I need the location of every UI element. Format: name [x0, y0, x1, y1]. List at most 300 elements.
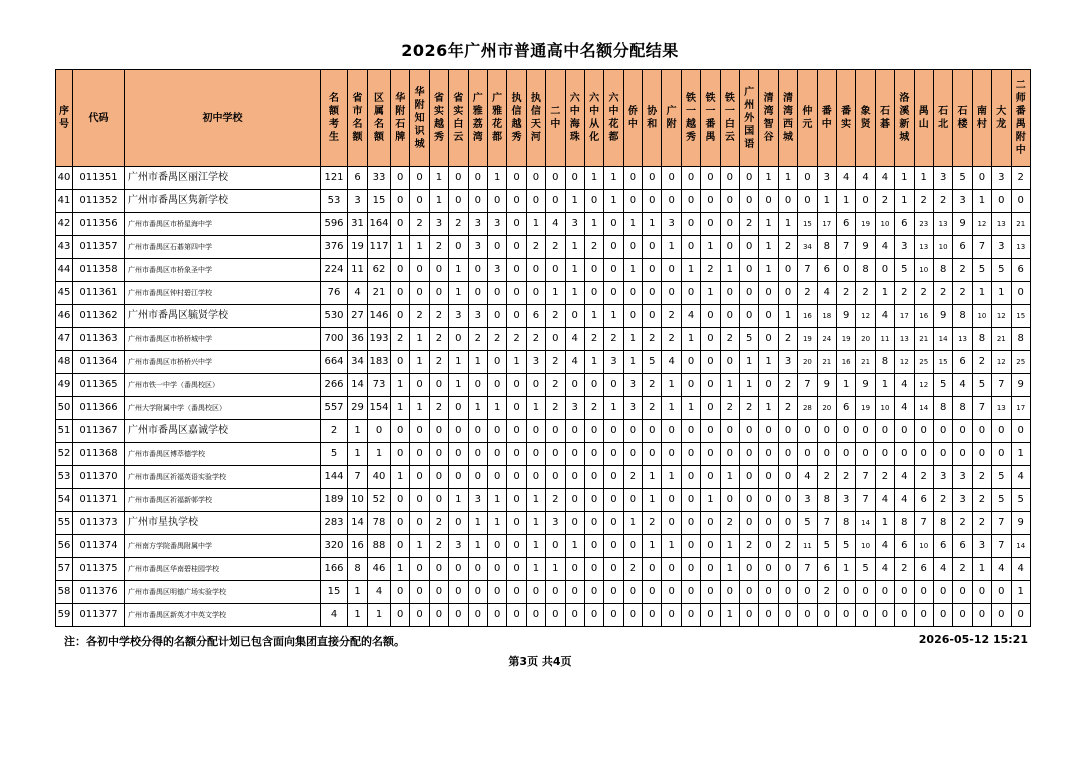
quota-cell: 2: [429, 397, 448, 420]
column-header: [604, 70, 623, 167]
quota-cell: 0: [429, 443, 448, 466]
quota-cell: 0: [584, 282, 603, 305]
quota-cell: 1: [759, 167, 778, 190]
quota-cell: 6: [526, 305, 545, 328]
quota-cell: 0: [449, 167, 468, 190]
column-header: [56, 70, 73, 167]
quota-cell: 1: [740, 374, 759, 397]
quota-cell: 8: [895, 512, 914, 535]
quota-cell: 2: [662, 305, 681, 328]
quota-cell: 0: [487, 558, 506, 581]
table-row: [56, 420, 1031, 443]
quota-cell: 0: [759, 282, 778, 305]
quota-cell: 0: [507, 305, 526, 328]
quota-cell: 7: [836, 236, 855, 259]
quota-cell: 193: [368, 328, 391, 351]
quota-cell: 5: [933, 374, 952, 397]
quota-cell: 0: [487, 581, 506, 604]
quota-cell: 0: [565, 558, 584, 581]
quota-cell: 21: [368, 282, 391, 305]
quota-cell: 2: [643, 512, 662, 535]
quota-cell: 1: [348, 420, 368, 443]
quota-cell: 0: [623, 305, 642, 328]
quota-cell: 0: [526, 443, 545, 466]
quota-cell: 0: [914, 604, 933, 627]
quota-cell: 0: [487, 443, 506, 466]
column-header-label: 广雅荔湾: [472, 93, 483, 143]
quota-cell: 1: [720, 466, 739, 489]
quota-cell: 5: [321, 443, 348, 466]
quota-cell: 0: [740, 167, 759, 190]
quota-cell: 21: [992, 328, 1011, 351]
quota-cell: 2: [604, 328, 623, 351]
quota-cell: 0: [449, 328, 468, 351]
quota-cell: 3: [817, 167, 836, 190]
quota-cell: 0: [584, 558, 603, 581]
column-header-label: 执信天河: [530, 93, 541, 143]
quota-cell: 0: [914, 420, 933, 443]
table-row: [56, 328, 1031, 351]
quota-cell: 6: [348, 167, 368, 190]
quota-cell: 1: [992, 282, 1011, 305]
quota-cell: 4: [875, 558, 894, 581]
quota-cell: 0: [468, 604, 487, 627]
quota-cell: 1: [584, 305, 603, 328]
quota-cell: 3: [487, 213, 506, 236]
quota-cell: 0: [623, 282, 642, 305]
quota-cell: 0: [604, 282, 623, 305]
quota-cell: 2: [875, 190, 894, 213]
column-header: [798, 70, 817, 167]
quota-cell: 1: [584, 351, 603, 374]
quota-cell: 1: [720, 259, 739, 282]
quota-cell: 0: [856, 604, 875, 627]
quota-cell: 0: [778, 420, 797, 443]
column-header-label: 名额考生: [329, 93, 339, 143]
table-row: [56, 535, 1031, 558]
row-number: 48: [56, 351, 73, 374]
school-name: 广州市番禺区隽新学校: [125, 190, 321, 213]
quota-cell: 15: [933, 351, 952, 374]
quota-cell: 283: [321, 512, 348, 535]
quota-cell: 0: [391, 443, 410, 466]
quota-cell: 0: [933, 443, 952, 466]
quota-cell: 3: [933, 167, 952, 190]
school-name: 广州市番禺区博萃德学校: [125, 443, 321, 466]
column-header: [565, 70, 584, 167]
quota-cell: 16: [798, 305, 817, 328]
quota-cell: 1: [410, 351, 429, 374]
row-number: 45: [56, 282, 73, 305]
quota-cell: 6: [817, 259, 836, 282]
quota-cell: 4: [992, 558, 1011, 581]
quota-cell: 0: [720, 167, 739, 190]
school-code: 011363: [73, 328, 125, 351]
quota-cell: 2: [740, 213, 759, 236]
quota-cell: 1: [836, 558, 855, 581]
quota-cell: 2: [972, 351, 991, 374]
quota-cell: 1: [623, 351, 642, 374]
quota-cell: 0: [856, 190, 875, 213]
quota-cell: 0: [507, 190, 526, 213]
row-number: 42: [56, 213, 73, 236]
quota-cell: 34: [348, 351, 368, 374]
row-number: 57: [56, 558, 73, 581]
quota-cell: 0: [507, 535, 526, 558]
column-header-label: 二中: [550, 106, 561, 130]
quota-cell: 0: [546, 420, 565, 443]
table-header-row: [56, 70, 1031, 167]
quota-cell: 0: [701, 167, 720, 190]
quota-cell: 0: [720, 282, 739, 305]
quota-cell: 0: [740, 259, 759, 282]
quota-cell: 1: [836, 374, 855, 397]
quota-cell: 0: [643, 581, 662, 604]
row-number: 58: [56, 581, 73, 604]
school-code: 011366: [73, 397, 125, 420]
quota-cell: 0: [623, 420, 642, 443]
quota-cell: 6: [914, 489, 933, 512]
school-name: 广州市番禺区明德广场实验学校: [125, 581, 321, 604]
school-name: 广州南方学院番禺附属中学: [125, 535, 321, 558]
quota-cell: 1: [348, 581, 368, 604]
quota-cell: 700: [321, 328, 348, 351]
page-number: 第3页 共4页: [508, 655, 572, 668]
quota-cell: 4: [836, 167, 855, 190]
quota-cell: 2: [526, 236, 545, 259]
quota-cell: 0: [391, 167, 410, 190]
quota-cell: 0: [798, 190, 817, 213]
quota-cell: 0: [701, 420, 720, 443]
quota-cell: 12: [895, 351, 914, 374]
quota-cell: 0: [972, 167, 991, 190]
quota-cell: 0: [662, 489, 681, 512]
table-row: [56, 351, 1031, 374]
quota-cell: 2: [778, 328, 797, 351]
quota-cell: 0: [643, 443, 662, 466]
column-header-label: 番实: [841, 106, 852, 130]
quota-cell: 0: [875, 420, 894, 443]
quota-cell: 0: [701, 604, 720, 627]
quota-cell: 8: [933, 259, 952, 282]
school-name: 广州市番禺区新英才中英文学校: [125, 604, 321, 627]
quota-cell: 7: [972, 236, 991, 259]
quota-cell: 0: [681, 581, 700, 604]
quota-cell: 2: [972, 489, 991, 512]
column-header: [125, 70, 321, 167]
quota-cell: 0: [546, 581, 565, 604]
quota-cell: 0: [701, 512, 720, 535]
quota-cell: 0: [662, 282, 681, 305]
quota-cell: 0: [507, 236, 526, 259]
quota-cell: 0: [604, 236, 623, 259]
quota-cell: 7: [348, 466, 368, 489]
quota-cell: 0: [759, 305, 778, 328]
quota-cell: 9: [836, 305, 855, 328]
quota-cell: 7: [992, 512, 1011, 535]
column-header: [662, 70, 681, 167]
quota-cell: 36: [348, 328, 368, 351]
quota-cell: 0: [546, 328, 565, 351]
row-number: 40: [56, 167, 73, 190]
quota-cell: 3: [798, 489, 817, 512]
quota-cell: 0: [972, 443, 991, 466]
quota-cell: 2: [623, 558, 642, 581]
quota-cell: 0: [740, 282, 759, 305]
quota-cell: 0: [875, 443, 894, 466]
school-code: 011364: [73, 351, 125, 374]
column-header: [623, 70, 642, 167]
quota-cell: 0: [643, 236, 662, 259]
column-header: [73, 70, 125, 167]
quota-cell: 16: [836, 351, 855, 374]
quota-cell: 2: [429, 512, 448, 535]
quota-cell: 1: [1011, 443, 1030, 466]
quota-cell: 20: [798, 351, 817, 374]
quota-cell: 13: [992, 397, 1011, 420]
quota-cell: 4: [368, 581, 391, 604]
column-header: [546, 70, 565, 167]
quota-cell: 0: [643, 558, 662, 581]
quota-cell: 1: [526, 512, 545, 535]
quota-cell: 0: [681, 351, 700, 374]
quota-cell: 0: [778, 512, 797, 535]
quota-cell: 4: [321, 604, 348, 627]
quota-cell: 46: [368, 558, 391, 581]
quota-cell: 4: [681, 305, 700, 328]
row-number: 51: [56, 420, 73, 443]
quota-cell: 1: [662, 374, 681, 397]
table-row: [56, 282, 1031, 305]
quota-cell: 2: [546, 305, 565, 328]
quota-cell: 2: [429, 351, 448, 374]
quota-cell: 0: [468, 466, 487, 489]
quota-cell: 4: [856, 167, 875, 190]
quota-cell: 2: [953, 512, 972, 535]
quota-cell: 1: [487, 397, 506, 420]
quota-cell: 0: [546, 167, 565, 190]
quota-cell: 2: [546, 374, 565, 397]
quota-cell: 0: [836, 443, 855, 466]
quota-cell: 1: [565, 535, 584, 558]
quota-cell: 0: [391, 535, 410, 558]
school-code: 011356: [73, 213, 125, 236]
quota-cell: 6: [933, 535, 952, 558]
quota-cell: 530: [321, 305, 348, 328]
school-code: 011361: [73, 282, 125, 305]
column-header-label: 初中学校: [202, 112, 243, 124]
quota-cell: 0: [526, 374, 545, 397]
quota-cell: 1: [565, 190, 584, 213]
quota-cell: 2: [836, 282, 855, 305]
quota-cell: 4: [875, 167, 894, 190]
quota-cell: 1: [662, 535, 681, 558]
table-row: [56, 236, 1031, 259]
table-row: [56, 512, 1031, 535]
quota-cell: 2: [914, 190, 933, 213]
column-header-label: 清湾智谷: [763, 93, 774, 143]
quota-cell: 0: [740, 604, 759, 627]
quota-cell: 21: [1011, 213, 1030, 236]
quota-cell: 0: [701, 328, 720, 351]
row-number: 41: [56, 190, 73, 213]
column-header: [526, 70, 545, 167]
quota-cell: 0: [875, 259, 894, 282]
quota-cell: 0: [604, 443, 623, 466]
quota-cell: 0: [546, 259, 565, 282]
quota-cell: 0: [410, 167, 429, 190]
quota-cell: 0: [972, 604, 991, 627]
quota-cell: 3: [778, 351, 797, 374]
quota-cell: 0: [681, 236, 700, 259]
quota-cell: 3: [623, 397, 642, 420]
quota-cell: 0: [740, 489, 759, 512]
column-header: [321, 70, 348, 167]
column-header: [410, 70, 429, 167]
column-header: [643, 70, 662, 167]
quota-cell: 5: [643, 351, 662, 374]
quota-cell: 1: [391, 466, 410, 489]
quota-cell: 0: [546, 190, 565, 213]
quota-cell: 4: [798, 466, 817, 489]
quota-cell: 21: [817, 351, 836, 374]
quota-cell: 2: [429, 328, 448, 351]
quota-cell: 154: [368, 397, 391, 420]
quota-cell: 1: [681, 397, 700, 420]
quota-cell: 1: [604, 190, 623, 213]
quota-cell: 0: [468, 558, 487, 581]
quota-cell: 2: [701, 259, 720, 282]
column-header: [856, 70, 875, 167]
quota-cell: 0: [565, 512, 584, 535]
quota-cell: 0: [584, 374, 603, 397]
quota-cell: 0: [584, 581, 603, 604]
quota-cell: 17: [895, 305, 914, 328]
quota-cell: 0: [740, 443, 759, 466]
quota-cell: 6: [836, 397, 855, 420]
column-header-label: 华附石牌: [395, 93, 406, 143]
quota-cell: 0: [740, 581, 759, 604]
quota-cell: 0: [623, 167, 642, 190]
quota-cell: 0: [487, 190, 506, 213]
quota-cell: 2: [972, 512, 991, 535]
quota-cell: 0: [681, 282, 700, 305]
quota-cell: 2: [720, 512, 739, 535]
quota-cell: 0: [507, 489, 526, 512]
quota-cell: 0: [1011, 282, 1030, 305]
quota-cell: 1: [604, 397, 623, 420]
quota-cell: 9: [817, 374, 836, 397]
row-number: 55: [56, 512, 73, 535]
row-number: 56: [56, 535, 73, 558]
quota-cell: 62: [368, 259, 391, 282]
quota-cell: 0: [933, 604, 952, 627]
quota-cell: 1: [759, 351, 778, 374]
quota-cell: 1: [720, 535, 739, 558]
quota-cell: 0: [720, 443, 739, 466]
quota-cell: 0: [546, 466, 565, 489]
quota-cell: 0: [449, 604, 468, 627]
quota-cell: 0: [836, 259, 855, 282]
quota-cell: 0: [526, 466, 545, 489]
quota-cell: 0: [604, 374, 623, 397]
quota-cell: 0: [449, 443, 468, 466]
quota-cell: 16: [348, 535, 368, 558]
quota-cell: 0: [526, 604, 545, 627]
quota-cell: 0: [740, 236, 759, 259]
column-header: [972, 70, 991, 167]
quota-cell: 6: [953, 351, 972, 374]
quota-cell: 0: [836, 581, 855, 604]
quota-cell: 7: [817, 512, 836, 535]
quota-cell: 0: [643, 167, 662, 190]
quota-cell: 13: [914, 236, 933, 259]
quota-cell: 0: [875, 604, 894, 627]
quota-cell: 0: [643, 420, 662, 443]
school-code: 011374: [73, 535, 125, 558]
quota-cell: 0: [410, 443, 429, 466]
quota-cell: 1: [914, 167, 933, 190]
quota-cell: 3: [662, 213, 681, 236]
school-code: 011351: [73, 167, 125, 190]
quota-cell: 2: [487, 328, 506, 351]
quota-cell: 0: [623, 489, 642, 512]
quota-cell: 0: [604, 581, 623, 604]
column-header-label: 广雅花都: [492, 93, 503, 143]
quota-cell: 0: [623, 443, 642, 466]
quota-cell: 0: [410, 374, 429, 397]
school-code: 011357: [73, 236, 125, 259]
quota-cell: 0: [410, 259, 429, 282]
quota-cell: 664: [321, 351, 348, 374]
quota-cell: 0: [720, 420, 739, 443]
column-header: [953, 70, 972, 167]
quota-cell: 0: [759, 604, 778, 627]
quota-cell: 183: [368, 351, 391, 374]
quota-cell: 25: [1011, 351, 1030, 374]
quota-cell: 1: [701, 489, 720, 512]
quota-cell: 0: [662, 558, 681, 581]
quota-cell: 1: [972, 190, 991, 213]
quota-cell: 0: [507, 558, 526, 581]
quota-cell: 0: [720, 213, 739, 236]
quota-cell: 0: [410, 512, 429, 535]
column-header-label: 禺山: [918, 106, 929, 130]
quota-cell: 0: [701, 374, 720, 397]
column-header-label: 石北: [938, 106, 949, 130]
quota-cell: 2: [429, 535, 448, 558]
quota-cell: 0: [584, 535, 603, 558]
school-name: 广州市番禺区嘉诚学校: [125, 420, 321, 443]
quota-cell: 0: [701, 351, 720, 374]
quota-cell: 0: [391, 259, 410, 282]
quota-cell: 0: [1011, 604, 1030, 627]
row-number: 49: [56, 374, 73, 397]
quota-cell: 0: [565, 443, 584, 466]
quota-cell: 4: [953, 374, 972, 397]
quota-cell: 13: [1011, 236, 1030, 259]
quota-cell: 0: [468, 374, 487, 397]
quota-cell: 0: [468, 190, 487, 213]
quota-cell: 12: [972, 213, 991, 236]
quota-cell: 1: [817, 190, 836, 213]
quota-cell: 3: [953, 190, 972, 213]
quota-cell: 4: [546, 213, 565, 236]
quota-cell: 7: [992, 535, 1011, 558]
quota-cell: 2: [546, 236, 565, 259]
quota-cell: 0: [681, 374, 700, 397]
quota-cell: 1: [526, 489, 545, 512]
